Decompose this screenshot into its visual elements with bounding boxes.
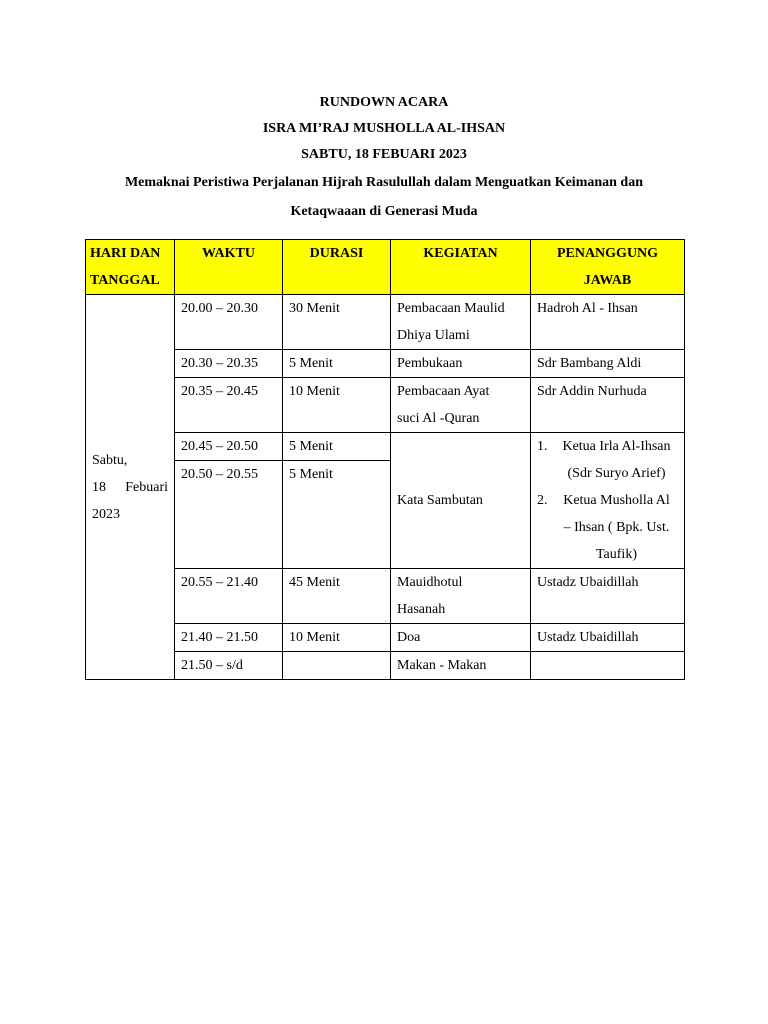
column-header-time: WAKTU xyxy=(175,240,283,295)
activity-line: Dhiya Ulami xyxy=(397,328,470,343)
day-month: Febuari xyxy=(125,479,168,495)
theme-line-1: Memaknai Peristiwa Perjalanan Hijrah Rasulullah dalam Menguatkan Keimanan dan xyxy=(124,175,644,190)
table-header-row xyxy=(86,240,685,295)
column-header-pic-line2: JAWAB xyxy=(583,273,632,288)
rundown-table xyxy=(85,239,685,680)
day-year: 2023 xyxy=(92,506,120,522)
day-number: 18 xyxy=(92,479,106,495)
table-row xyxy=(86,624,685,652)
day-date xyxy=(92,474,168,501)
time-cell: 20.55 – 21.40 xyxy=(175,569,283,624)
table-row xyxy=(86,378,685,433)
event-date: SABTU, 18 FEBUARI 2023 xyxy=(301,147,467,162)
time-cell: 20.50 – 20.55 xyxy=(175,461,283,569)
activity-cell xyxy=(391,378,531,433)
time-cell: 20.45 – 20.50 xyxy=(175,433,283,461)
time-cell: 21.50 – s/d xyxy=(175,652,283,680)
pic-cell-sambutan xyxy=(531,433,685,569)
list-text xyxy=(555,433,678,487)
activity-line: Mauidhotul xyxy=(397,575,463,590)
speaker-name: Taufik) xyxy=(595,547,637,562)
column-header-pic xyxy=(531,240,685,295)
activity-cell: Doa xyxy=(391,624,531,652)
pic-cell: Hadroh Al - Ihsan xyxy=(531,295,685,350)
duration-cell xyxy=(283,652,391,680)
duration-cell: 45 Menit xyxy=(283,569,391,624)
pic-cell: Sdr Addin Nurhuda xyxy=(531,378,685,433)
table-row xyxy=(86,652,685,680)
table-row xyxy=(86,433,685,461)
duration-cell: 30 Menit xyxy=(283,295,391,350)
activity-cell xyxy=(391,295,531,350)
time-cell: 21.40 – 21.50 xyxy=(175,624,283,652)
pic-cell xyxy=(531,652,685,680)
column-header-day-line2: TANGGAL xyxy=(90,273,160,288)
event-name: ISRA MI’RAJ MUSHOLLA AL-IHSAN xyxy=(262,121,506,136)
activity-cell: Makan - Makan xyxy=(391,652,531,680)
activity-line: Hasanah xyxy=(397,602,446,617)
pic-cell: Sdr Bambang Aldi xyxy=(531,350,685,378)
list-item xyxy=(537,487,678,568)
theme-line-2: Ketaqwaaan di Generasi Muda xyxy=(290,204,478,219)
table-row xyxy=(86,350,685,378)
duration-cell: 5 Menit xyxy=(283,350,391,378)
activity-line: Pembacaan Maulid xyxy=(397,301,505,316)
pic-cell: Ustadz Ubaidillah xyxy=(531,624,685,652)
speaker-name: – Ihsan ( Bpk. Ust. xyxy=(563,520,670,535)
column-header-day xyxy=(86,240,175,295)
duration-cell: 10 Menit xyxy=(283,378,391,433)
activity-cell: Pembukaan xyxy=(391,350,531,378)
day-cell xyxy=(86,295,175,680)
column-header-day-line1: HARI DAN xyxy=(90,246,161,261)
activity-line: suci Al -Quran xyxy=(397,411,480,426)
activity-cell-sambutan: Kata Sambutan xyxy=(391,433,531,569)
activity-line: Pembacaan Ayat xyxy=(397,384,490,399)
day-name: Sabtu, xyxy=(92,452,128,468)
activity-cell xyxy=(391,569,531,624)
pic-cell: Ustadz Ubaidillah xyxy=(531,569,685,624)
speaker-name: (Sdr Suryo Arief) xyxy=(567,466,666,481)
speaker-role: Ketua Irla Al-Ihsan xyxy=(562,439,671,454)
column-header-activity: KEGIATAN xyxy=(391,240,531,295)
time-cell: 20.30 – 20.35 xyxy=(175,350,283,378)
column-header-duration: DURASI xyxy=(283,240,391,295)
document-title: RUNDOWN ACARA xyxy=(319,95,449,110)
sambutan-speaker-list xyxy=(537,433,678,568)
document-header xyxy=(0,90,768,226)
list-number: 1. xyxy=(537,439,548,454)
table-row xyxy=(86,569,685,624)
duration-cell: 10 Menit xyxy=(283,624,391,652)
column-header-pic-line1: PENANGGUNG xyxy=(556,246,659,261)
speaker-role: Ketua Musholla Al xyxy=(563,493,670,508)
list-text xyxy=(555,487,678,568)
time-cell: 20.35 – 20.45 xyxy=(175,378,283,433)
duration-cell: 5 Menit xyxy=(283,433,391,461)
duration-cell: 5 Menit xyxy=(283,461,391,569)
table-row xyxy=(86,295,685,350)
list-item xyxy=(537,433,678,487)
time-cell: 20.00 – 20.30 xyxy=(175,295,283,350)
list-number: 2. xyxy=(537,493,548,508)
